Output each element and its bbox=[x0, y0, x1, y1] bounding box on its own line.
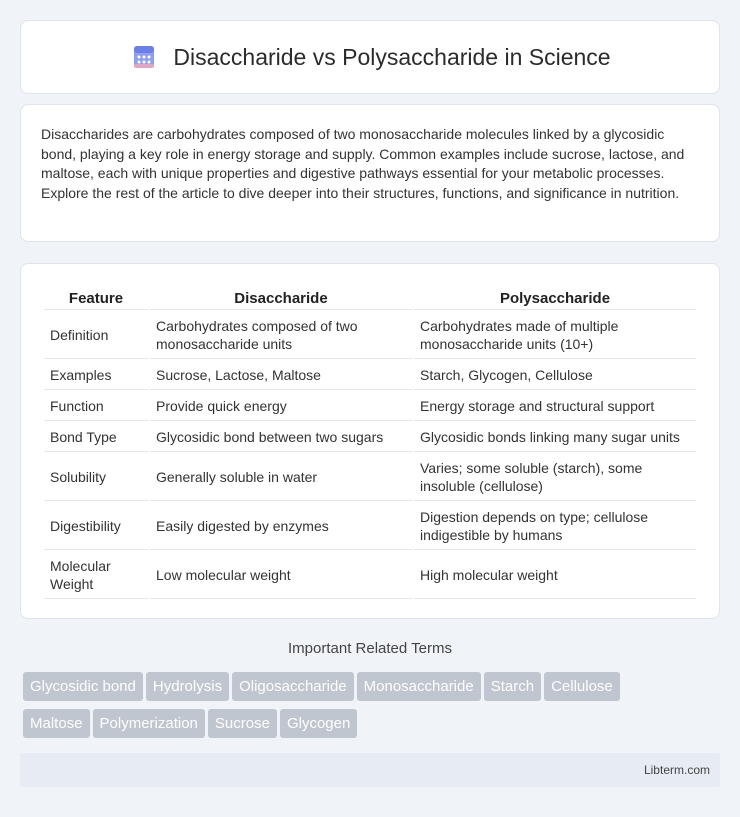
comparison-table-card bbox=[20, 263, 720, 619]
table-cell: Digestibility bbox=[44, 503, 148, 550]
table-cell: Carbohydrates composed of two monosaccharide units bbox=[150, 312, 412, 359]
table-cell: Sucrose, Lactose, Maltose bbox=[150, 361, 412, 390]
intro-card bbox=[20, 104, 720, 242]
table-cell: Molecular Weight bbox=[44, 552, 148, 599]
table-cell: Varies; some soluble (starch), some insoluble (cellulose) bbox=[414, 454, 696, 501]
intro-text: Disaccharides are carbohydrates composed of two monosaccharide molecules linked by a glycosidic bond, playing a key role in energy storage and supply. Common examples include sucrose, lactose, and maltose, each with unique properties and digestive pathways essential for your metabolic processes. Explore the rest of the article to dive deeper into their structures, functions, and significance in nutrition. bbox=[41, 126, 685, 201]
table-cell: Bond Type bbox=[44, 423, 148, 452]
column-header-feature: Feature bbox=[44, 286, 148, 310]
tag-maltose[interactable]: Maltose bbox=[23, 709, 90, 738]
table-cell: Low molecular weight bbox=[150, 552, 412, 599]
tag-monosaccharide[interactable]: Monosaccharide bbox=[357, 672, 481, 701]
table-cell: Function bbox=[44, 392, 148, 421]
table-row bbox=[44, 392, 696, 421]
header-card bbox=[20, 20, 720, 94]
title-wrap bbox=[129, 42, 610, 72]
footer-site-link[interactable]: Libterm.com bbox=[643, 763, 710, 777]
footer bbox=[20, 753, 720, 787]
tag-hydrolysis[interactable]: Hydrolysis bbox=[146, 672, 229, 701]
related-terms-tags bbox=[23, 672, 723, 746]
tag-starch[interactable]: Starch bbox=[484, 672, 541, 701]
calculator-icon bbox=[129, 42, 159, 72]
tag-polymerization[interactable]: Polymerization bbox=[93, 709, 205, 738]
tag-glycogen[interactable]: Glycogen bbox=[280, 709, 357, 738]
table-row bbox=[44, 423, 696, 452]
table-cell: Glycosidic bond between two sugars bbox=[150, 423, 412, 452]
related-terms-title: Important Related Terms bbox=[288, 640, 452, 657]
table-cell: Definition bbox=[44, 312, 148, 359]
table-cell: Starch, Glycogen, Cellulose bbox=[414, 361, 696, 390]
table-row bbox=[44, 503, 696, 550]
table-cell: Generally soluble in water bbox=[150, 454, 412, 501]
comparison-table bbox=[42, 284, 698, 601]
table-cell: Glycosidic bonds linking many sugar units bbox=[414, 423, 696, 452]
table-cell: Solubility bbox=[44, 454, 148, 501]
tag-glycosidic-bond[interactable]: Glycosidic bond bbox=[23, 672, 143, 701]
page-title: Disaccharide vs Polysaccharide in Science bbox=[173, 43, 611, 70]
tag-cellulose[interactable]: Cellulose bbox=[544, 672, 620, 701]
table-row bbox=[44, 361, 696, 390]
table-row bbox=[44, 312, 696, 359]
column-header-polysaccharide: Polysaccharide bbox=[414, 286, 696, 310]
table-cell: Energy storage and structural support bbox=[414, 392, 696, 421]
table-cell: Examples bbox=[44, 361, 148, 390]
tag-oligosaccharide[interactable]: Oligosaccharide bbox=[232, 672, 354, 701]
table-row bbox=[44, 454, 696, 501]
column-header-disaccharide: Disaccharide bbox=[150, 286, 412, 310]
table-cell: Digestion depends on type; cellulose indigestible by humans bbox=[414, 503, 696, 550]
table-cell: Easily digested by enzymes bbox=[150, 503, 412, 550]
table-header-row bbox=[44, 286, 696, 310]
table-cell: Carbohydrates made of multiple monosaccharide units (10+) bbox=[414, 312, 696, 359]
table-cell: Provide quick energy bbox=[150, 392, 412, 421]
tag-sucrose[interactable]: Sucrose bbox=[208, 709, 277, 738]
table-row bbox=[44, 552, 696, 599]
table-cell: High molecular weight bbox=[414, 552, 696, 599]
